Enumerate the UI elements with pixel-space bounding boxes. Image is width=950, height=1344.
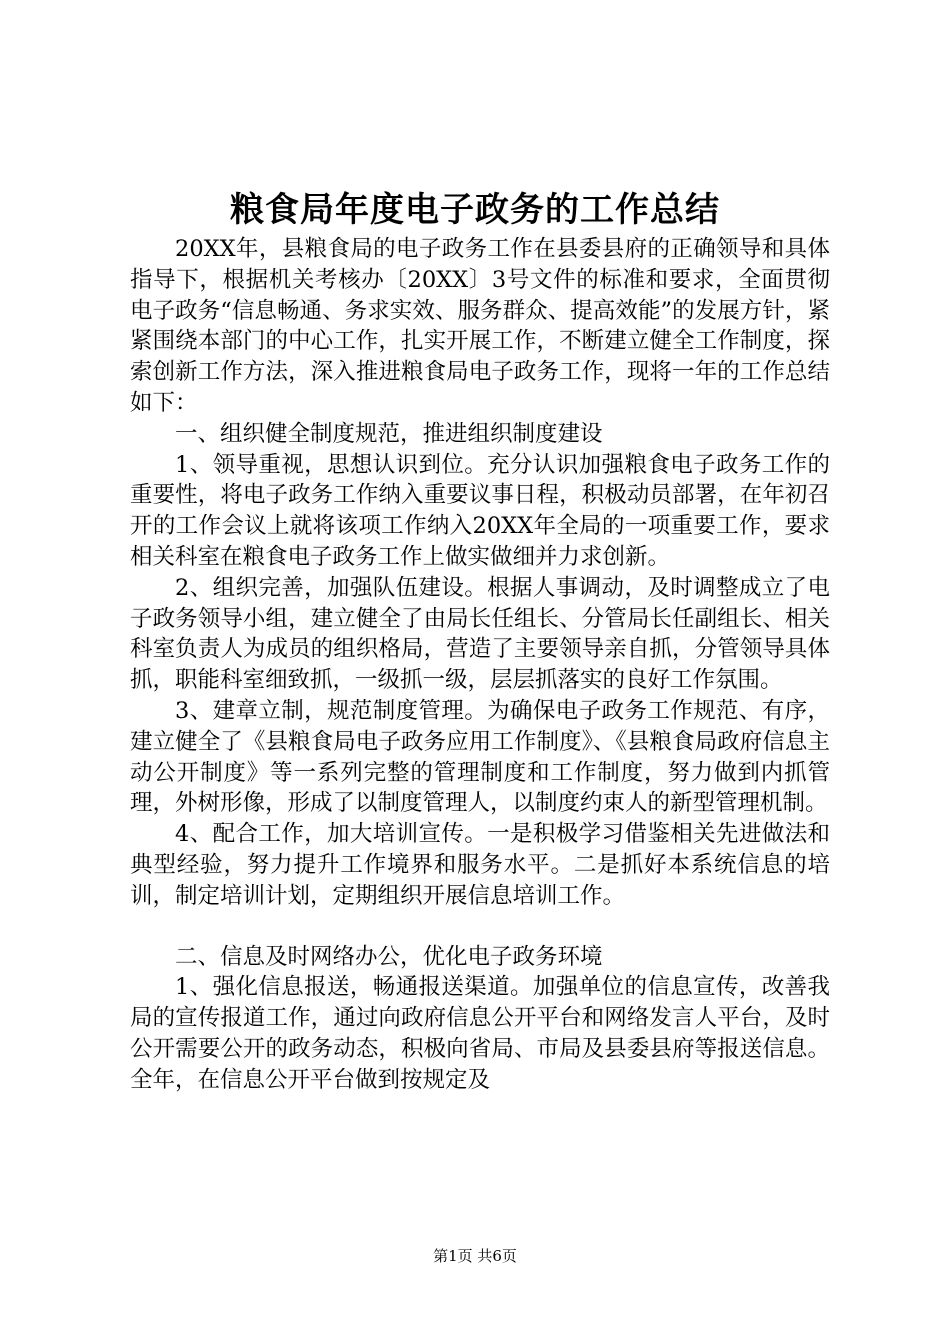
paragraph-1-4: 4、配合工作，加大培训宣传。一是积极学习借鉴相关先进做法和典型经验，努力提升工作境界和服务水平。二是抓好本系统信息的培训，制定培训计划，定期组织开展信息培训工作。 bbox=[130, 821, 830, 909]
page-footer: 第1页 共6页 bbox=[433, 1247, 517, 1265]
paragraph-1-1: 1、领导重视，思想认识到位。充分认识加强粮食电子政务工作的重要性，将电子政务工作纳入重要议事日程，积极动员部署，在年初召开的工作会议上就将该项工作纳入20XX年全局的一项重要工作，要求相关科室在粮食电子政务工作上做实做细并力求创新。 bbox=[130, 451, 830, 570]
paragraph-1-2: 2、组织完善，加强队伍建设。根据人事调动，及时调整成立了电子政务领导小组，建立健全了由局长任组长、分管局长任副组长、相关科室负责人为成员的组织格局，营造了主要领导亲自抓，分管领导具体抓，职能科室细致抓，一级抓一级，层层抓落实的良好工作氛围。 bbox=[130, 574, 830, 694]
document-body bbox=[130, 234, 830, 1096]
paragraph-1-3: 3、建章立制，规范制度管理。为确保电子政务工作规范、有序，建立健全了《县粮食局电子政务应用工作制度》、《县粮食局政府信息主动公开制度》等一系列完整的管理制度和工作制度，努力做到内抓管理，外树形像，形成了以制度管理人，以制度约束人的新型管理机制。 bbox=[130, 697, 830, 817]
document-title: 粮食局年度电子政务的工作总结 bbox=[230, 190, 720, 230]
paragraph-2-1: 1、强化信息报送，畅通报送渠道。加强单位的信息宣传，改善我局的宣传报道工作，通过向政府信息公开平台和网络发言人平台，及时公开需要公开的政务动态，积极向省局、市局及县委县府等报送信息。全年，在信息公开平台做到按规定及 bbox=[130, 974, 830, 1093]
section-heading-2: 二、信息及时网络办公，优化电子政务环境 bbox=[175, 943, 603, 970]
section-heading-1: 一、组织健全制度规范，推进组织制度建设 bbox=[175, 420, 603, 447]
intro-paragraph: 20XX年，县粮食局的电子政务工作在县委县府的正确领导和具体指导下，根据机关考核办〔20XX〕3号文件的标准和要求，全面贯彻电子政务“信息畅通、务求实效、服务群众、提高效能”的发展方针，紧紧围绕本部门的中心工作，扎实开展工作，不断建立健全工作制度，探索创新工作方法，深入推进粮食局电子政务工作，现将一年的工作总结如下： bbox=[130, 236, 830, 416]
